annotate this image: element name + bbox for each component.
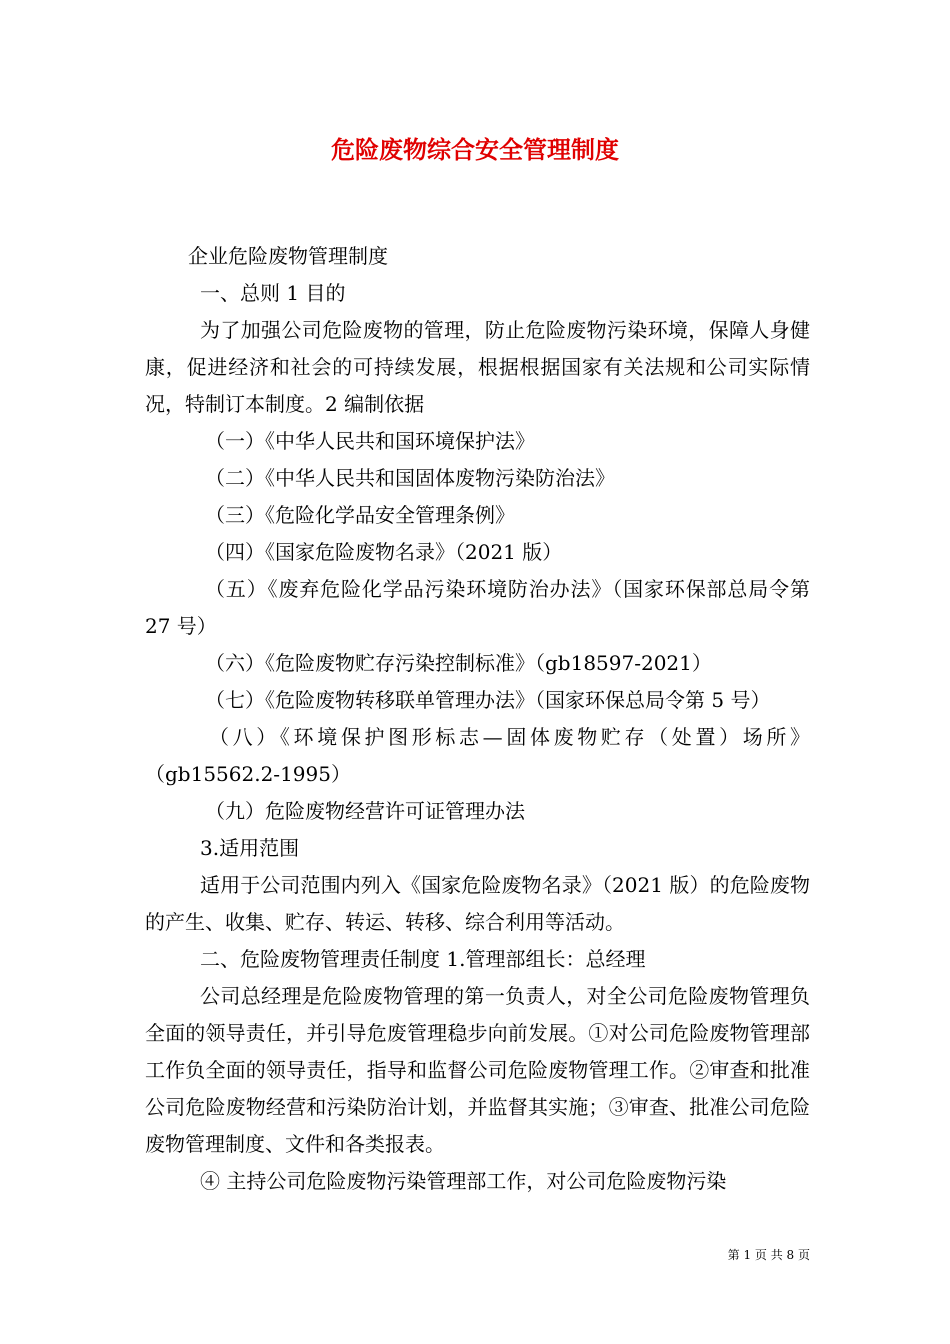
paragraph-responsibility: 公司总经理是危险废物管理的第一负责人，对全公司危险废物管理负全面的领导责任，并引导危废管理稳步向前发展。①对公司危险废物管理部工作负全面的领导责任，指导和监督公司危险废物管理工作。②审查和批准公司危险废物经营和污染防治计划，并监督其实施；③审查、批准公司危险废物管理制度、文件和各类报表。 (145, 984, 810, 1156)
paragraph-basis-7: （七）《危险废物转移联单管理办法》（国家环保总局令第 5 号） (205, 688, 771, 712)
page-number: 第 1 页 共 8 页 (727, 1248, 810, 1262)
paragraph-purpose: 为了加强公司危险废物的管理，防止危险废物污染环境，保障人身健康，促进经济和社会的可持续发展，根据根据国家有关法规和公司实际情况，特制订本制度。2 编制依据 (145, 318, 810, 416)
paragraph-basis-1: （一）《中华人民共和国环境保护法》 (205, 429, 535, 453)
paragraph-basis-3: （三）《危险化学品安全管理条例》 (205, 503, 515, 527)
paragraph-basis-2: （二）《中华人民共和国固体废物污染防治法》 (205, 466, 615, 490)
paragraph-basis-9: （九）危险废物经营许可证管理办法 (205, 799, 525, 823)
paragraph-basis-5: （五）《废弃危险化学品污染环境防治办法》（国家环保部总局令第 27 号） (145, 577, 810, 638)
document-body (145, 238, 810, 1200)
paragraph-scope-heading: 3.适用范围 (200, 836, 300, 860)
document-title: 危险废物综合安全管理制度 (331, 135, 619, 164)
paragraph-responsibility-continued: ④ 主持公司危险废物污染管理部工作，对公司危险废物污染 (200, 1169, 727, 1193)
paragraph-scope: 适用于公司范围内列入《国家危险废物名录》（2021 版）的危险废物的产生、收集、贮存、转运、转移、综合利用等活动。 (145, 873, 810, 934)
paragraph-heading: 企业危险废物管理制度 (188, 244, 388, 268)
paragraph-basis-4: （四）《国家危险废物名录》（2021 版） (205, 540, 563, 564)
paragraph-responsibility-heading: 二、危险废物管理责任制度 1.管理部组长：总经理 (200, 947, 646, 971)
paragraph-section-general: 一、总则 1 目的 (200, 281, 346, 305)
paragraph-basis-8: （八）《环境保护图形标志—固体废物贮存（处置）场所》（gb15562.2-1995） (145, 725, 810, 786)
paragraph-basis-6: （六）《危险废物贮存污染控制标准》（gb18597-2021） (205, 651, 712, 675)
